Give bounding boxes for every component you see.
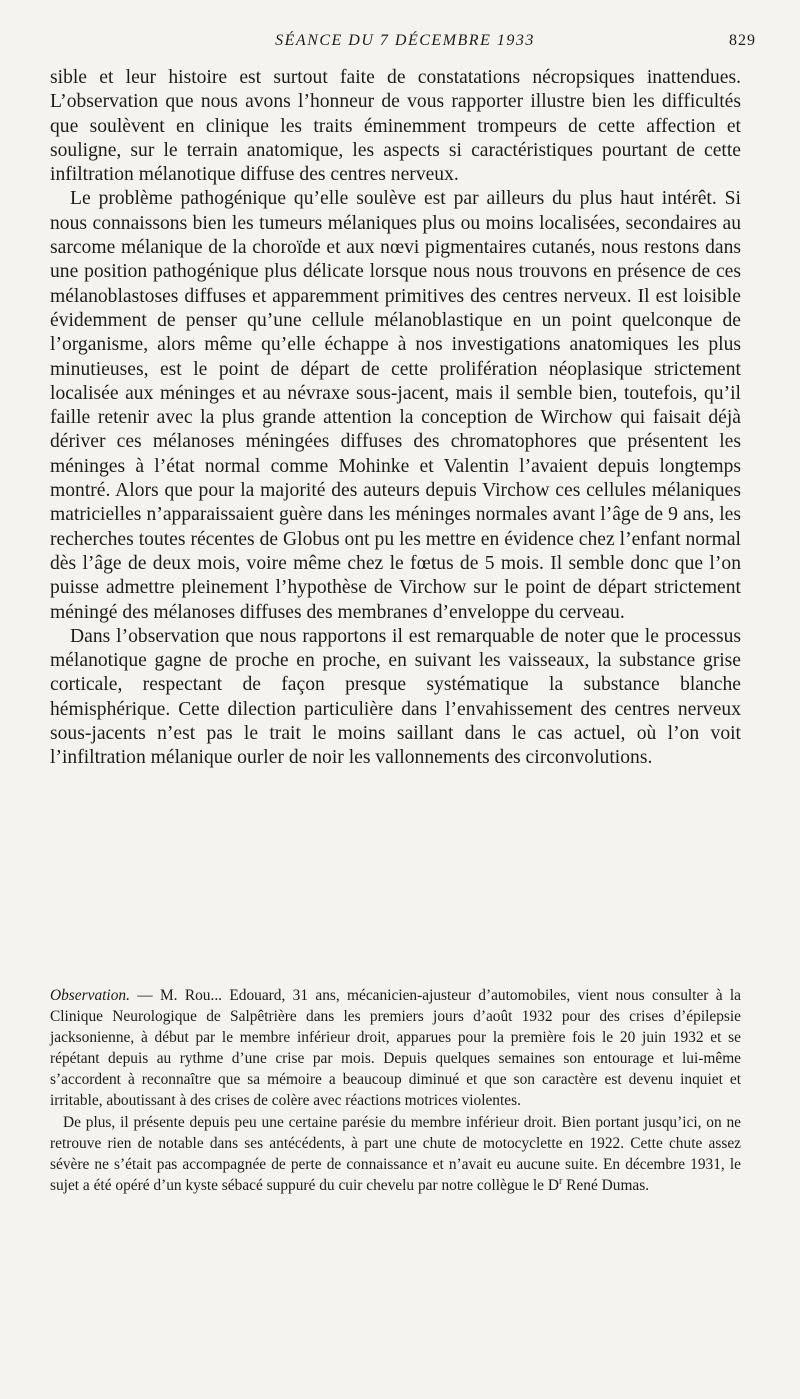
observation-paragraph-2 [50,1112,741,1196]
running-head: SÉANCE DU 7 DÉCEMBRE 1933 [275,32,535,49]
observation-text-1: — M. Rou... Edouard, 31 ans, mécanicien-ajusteur d’automobiles, vient nous consulter à la Clinique Neurologique de Salpêtrière dans les premiers jours d’août 1932 pour des crises d’épilepsie jacksonienne, à début par le membre inférieur droit, apparues pour la première fois le 20 juin 1932 et se répétant depuis au rythme d’une crise par mois. Depuis quelques semaines son entourage et lui-même s’accordent à reconnaître que sa mémoire a beaucoup diminué et que son caractère est devenu inquiet et irritable, aboutissant à des crises de colère avec réactions motrices violentes. [50,987,741,1110]
paragraph-pathogenesis: Le problème pathogénique qu’elle soulève est par ailleurs du plus haut intérêt. Si nous connaissons bien les tumeurs mélaniques plus ou moins localisées, secondaires au sarcome mélanique de la choroïde et aux nœvi pigmentaires cutanés, nous restons dans une position pathogénique plus délicate lorsque nous nous trouvons en présence de ces mélanoblastoses diffuses et apparemment primitives des centres nerveux. Il est loisible évidemment de penser qu’une cellule mélanoblastique en un point quelconque de l’organisme, alors même qu’elle échappe à nos investigations anatomiques les plus minutieuses, est le point de départ de cette prolifération néoplasique strictement localisée aux méninges et au névraxe sous-jacent, mais il semble bien, toutefois, qu’il faille retenir avec la plus grande attention la conception de Wirchow qui faisait déjà dériver ces mélanoses méningées diffuses des chromatophores que présentent les méninges à l’état normal comme Mohinke et Valentin l’avaient depuis longtemps montré. Alors que pour la majorité des auteurs depuis Virchow ces cellules mélaniques matricielles n’apparaissaient guère dans les méninges normales avant l’âge de 9 ans, les recherches toutes récentes de Globus ont pu les mettre en évidence chez l’enfant normal dès l’âge de deux mois, voire même chez le fœtus de 5 mois. Il semble donc que l’on puisse admettre pleinement l’hypothèse de Virchow sur le point de départ strictement méningé des mélanoses diffuses des membranes d’enveloppe du cerveau. [50,188,741,623]
paragraph-process: Dans l’observation que nous rapportons il est remarquable de noter que le processus mélanotique gagne de proche en proche, en suivant les vaisseaux, la substance grise corticale, respectant de façon presque systématique la substance blanche hémisphérique. Cette dilection particulière dans l’envahissement des centres nerveux sous-jacents n’est pas le trait le moins saillant dans le cas actuel, où l’on voit l’infiltration mélanique ourler de noir les vallonnements des circonvolutions. [50,625,741,769]
observation-paragraph-1 [50,985,741,1112]
observation-text-2: De plus, il présente depuis peu une certaine parésie du membre inférieur droit. Bien portant jusqu’ici, on ne retrouve rien de notable dans ses antécédents, à part une chute de motocyclette en 1922. Cette chute assez sévère ne s’était pas accompagnée de perte de connaissance et n’avait eu aucune suite. En décembre 1931, le sujet a été opéré d’un kyste sébacé suppuré du cuir chevelu par notre collègue le D [50,1113,741,1194]
observation-label: Observation. [50,987,130,1004]
main-text [50,66,741,771]
paragraph-continuation: sible et leur histoire est surtout faite de constatations nécropsiques inattendues. L’observation que nous avons l’honneur de vous rapporter illustre bien les difficultés que soulèvent en clinique les traits éminemment trompeurs de cette affection et souligne, sur le terrain anatomique, les aspects si caractéristiques pourtant de cette infiltration mélanotique diffuse des centres nerveux. [50,67,741,186]
page-header [50,32,760,56]
observation-section [50,985,741,1196]
doctor-abbrev-sup: r [558,1175,563,1187]
observation-text-2-end: René Dumas. [562,1176,650,1194]
page-number: 829 [729,32,756,49]
